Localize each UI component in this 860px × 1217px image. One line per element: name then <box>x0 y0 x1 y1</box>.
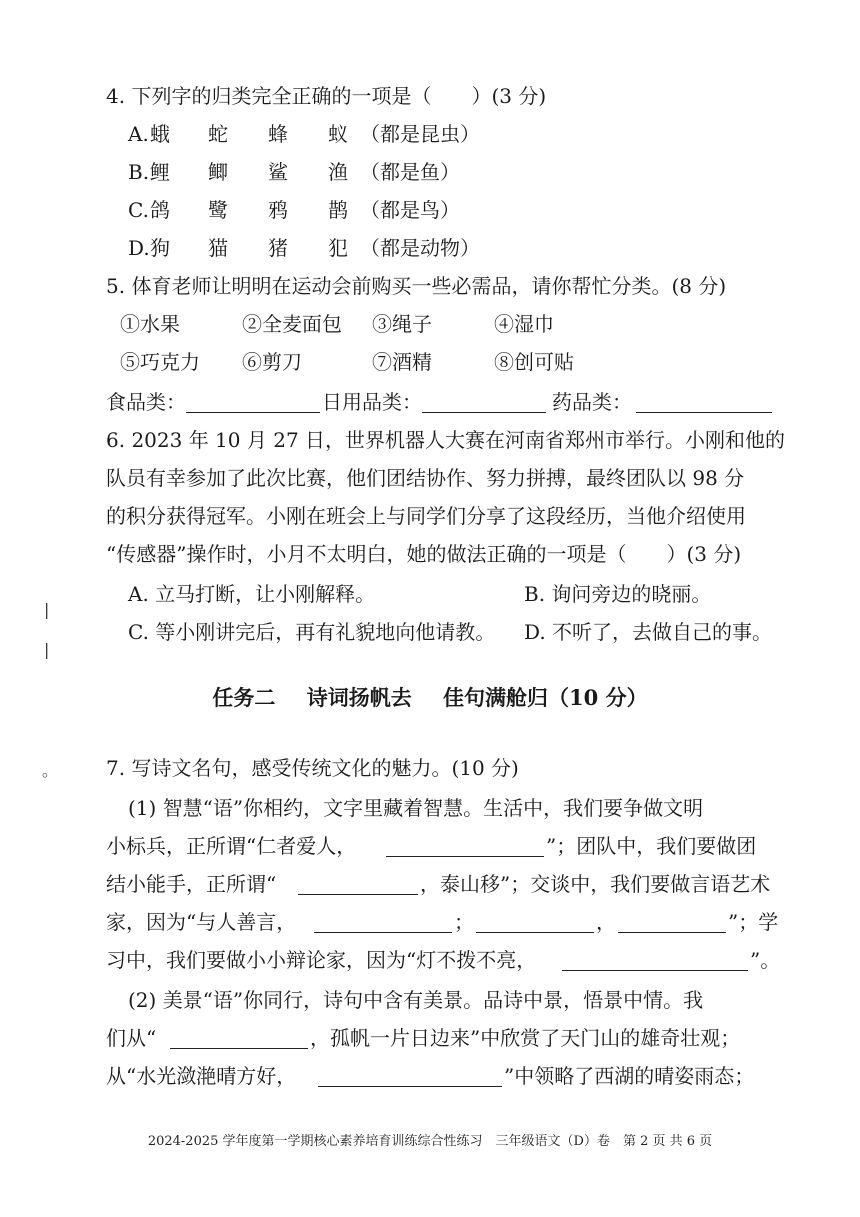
q5-item: ②全麦面包 <box>242 312 342 336</box>
blank-tianmen[interactable] <box>170 1026 308 1049</box>
page-footer: 2024-2025 学年度第一学期核心素养培育训练综合性练习 三年级语文（D）卷 第 2 页 共 6 页 <box>147 1134 713 1149</box>
section-phrase-2: 佳句满舱归（10 分） <box>443 685 648 710</box>
q7-text: 家，因为“与人善言， <box>106 910 297 934</box>
q5-item: ③绳子 <box>372 312 432 336</box>
option-label: B. <box>128 160 150 184</box>
section-task: 任务二 <box>212 685 276 710</box>
option-char: 鲨 <box>268 160 288 184</box>
option-char: 蛾 <box>150 122 170 146</box>
q7-text: 习中，我们要做小小辩论家，因为“灯不拨不亮， <box>106 948 537 972</box>
q5-stem: 5. 体育老师让明明在运动会前购买一些必需品，请你帮忙分类。(8 分) <box>106 274 727 298</box>
option-char: 鲤 <box>150 160 170 184</box>
option-label: A. <box>128 122 149 146</box>
option-char: 狗 <box>150 236 170 260</box>
q6-option-d: D. 不听了，去做自己的事。 <box>524 620 773 644</box>
option-char: 猪 <box>268 236 288 260</box>
option-char: 鹊 <box>328 198 348 222</box>
margin-mark: | <box>44 640 50 659</box>
option-char: 渔 <box>328 160 348 184</box>
q4-stem: 4. 下列字的归类完全正确的一项是（ ）(3 分) <box>106 84 547 108</box>
medicine-category-label: 药品类： <box>552 390 632 414</box>
option-note: （都是昆虫） <box>360 122 480 146</box>
blank-renzhe[interactable] <box>386 834 544 857</box>
q7-p2-line-1: (2) 美景“语”你同行，诗句中含有美景。品诗中景，悟景中情。我 <box>128 988 704 1012</box>
section-title <box>0 682 860 712</box>
q7-text: ； <box>454 910 474 934</box>
option-char: 蜂 <box>268 122 288 146</box>
q5-item: ⑦酒精 <box>372 350 432 374</box>
option-note: （都是鱼） <box>360 160 460 184</box>
q6-line-1: 6. 2023 年 10 月 27 日，世界机器人大赛在河南省郑州市举行。小刚和他的 <box>106 428 786 452</box>
option-char: 蛇 <box>208 122 228 146</box>
medicine-answer-blank[interactable] <box>636 390 772 413</box>
food-category-label: 食品类： <box>106 390 186 414</box>
q7-text: ，泰山移”；交谈中，我们要做言语艺术 <box>420 872 771 896</box>
q6-option-a: A. 立马打断，让小刚解释。 <box>128 582 376 606</box>
blank-taishan[interactable] <box>298 872 418 895</box>
option-char: 鸽 <box>150 198 170 222</box>
q7-text: 们从“ <box>106 1026 157 1050</box>
blank-shanyan-3[interactable] <box>618 910 726 933</box>
q5-item: ①水果 <box>120 312 180 336</box>
q6-option-b: B. 询问旁边的晓丽。 <box>524 582 712 606</box>
q7-text: ”。 <box>750 948 781 972</box>
food-answer-blank[interactable] <box>186 390 320 413</box>
margin-mark: | <box>44 600 50 619</box>
option-char: 鹭 <box>208 198 228 222</box>
blank-shanyan-2[interactable] <box>476 910 594 933</box>
q7-stem: 7. 写诗文名句，感受传统文化的魅力。(10 分) <box>106 756 519 780</box>
option-char: 鲫 <box>208 160 228 184</box>
q5-item: ⑥剪刀 <box>242 350 302 374</box>
blank-shanyan-1[interactable] <box>314 910 452 933</box>
q7-text: ， <box>596 910 616 934</box>
q5-item: ⑤巧克力 <box>120 350 200 374</box>
option-char: 蚁 <box>328 122 348 146</box>
q5-item: ④湿巾 <box>494 312 554 336</box>
q7-text: ，孤帆一片日边来”中欣赏了天门山的雄奇壮观； <box>310 1026 741 1050</box>
q7-text: 从“水光潋滟晴方好， <box>106 1064 297 1088</box>
q6-option-c: C. 等小刚讲完后，再有礼貌地向他请教。 <box>128 620 496 644</box>
daily-category-label: 日用品类： <box>322 390 422 414</box>
option-char: 犯 <box>328 236 348 260</box>
option-label: C. <box>128 198 149 222</box>
q6-line-3: 的积分获得冠军。小刚在班会上与同学们分享了这段经历，当他介绍使用 <box>106 504 746 528</box>
q7-p1-line-1: (1) 智慧“语”你相约，文字里藏着智慧。生活中，我们要争做文明 <box>128 796 704 820</box>
option-label: D. <box>128 236 150 260</box>
q7-text: 小标兵，正所谓“仁者爱人， <box>106 834 357 858</box>
option-char: 猫 <box>208 236 228 260</box>
blank-deng[interactable] <box>562 948 748 971</box>
option-note: （都是鸟） <box>360 198 460 222</box>
q6-line-4: “传感器”操作时，小月不太明白，她的做法正确的一项是（ ）(3 分) <box>106 542 742 566</box>
q6-line-2: 队员有幸参加了此次比赛，他们团结协作、努力拼搏，最终团队以 98 分 <box>106 466 745 490</box>
option-note: （都是动物） <box>360 236 480 260</box>
section-phrase-1: 诗词扬帆去 <box>306 685 412 710</box>
daily-answer-blank[interactable] <box>422 390 546 413</box>
q7-text: ”；学 <box>728 910 779 934</box>
q5-item: ⑧创可贴 <box>494 350 574 374</box>
margin-mark: 。 <box>42 761 59 780</box>
option-char: 鸦 <box>268 198 288 222</box>
blank-xihu[interactable] <box>318 1064 502 1087</box>
q7-text: ”中领略了西湖的晴姿雨态； <box>504 1064 755 1088</box>
q7-text: 结小能手，正所谓“ <box>106 872 277 896</box>
q7-text: ”；团队中，我们要做团 <box>546 834 757 858</box>
